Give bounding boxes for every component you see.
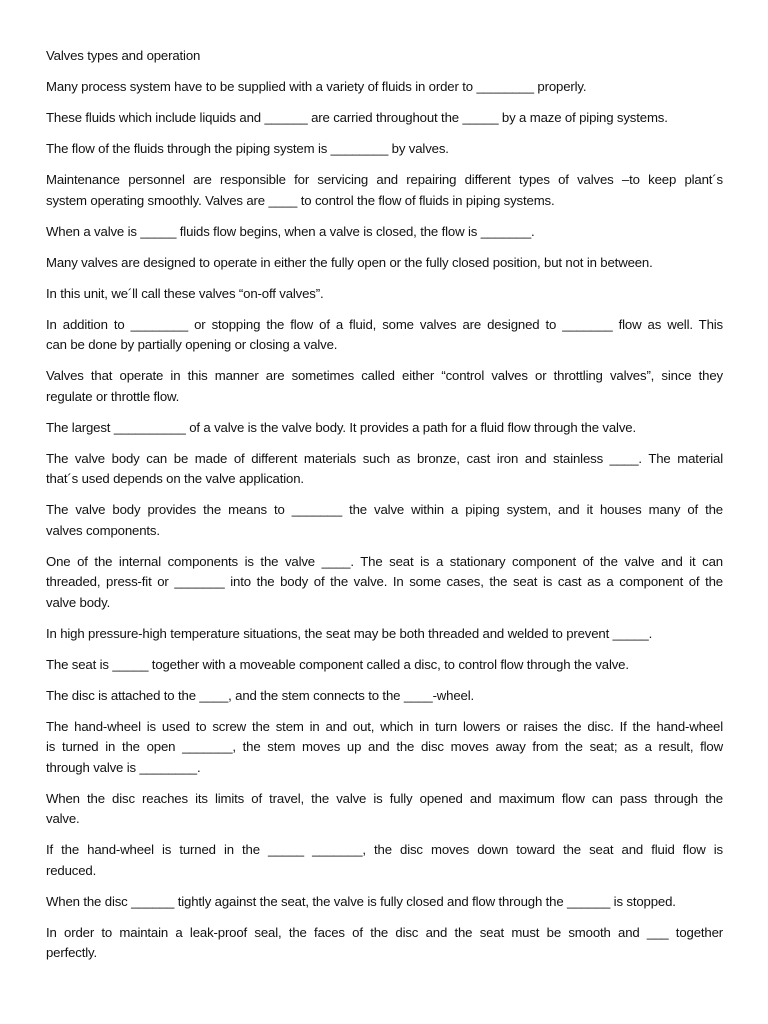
paragraph-line: In high pressure-high temperature situations, the seat may be both threaded and welded to prevent _____.: [46, 625, 653, 641]
paragraph: [46, 418, 723, 439]
paragraph: [46, 449, 723, 490]
paragraph-line: The flow of the fluids through the piping system is ________ by valves.: [46, 141, 449, 156]
paragraph-line: threaded, press-fit or _______ into the body of the valve. In some cases, the seat is cast as a component of the: [46, 574, 723, 589]
paragraph-line: is turned in the open _______, the stem moves up and the disc moves away from the seat; as a result, flow: [46, 739, 723, 754]
paragraph-line: The valve body provides the means to _______ the valve within a piping system, and it houses many of the: [46, 502, 723, 517]
paragraph: [46, 624, 723, 645]
paragraph: [46, 315, 723, 356]
paragraph: [46, 500, 723, 541]
paragraph-line: perfectly.: [46, 945, 98, 960]
paragraph-line: The seat is _____ together with a moveable component called a disc, to control flow through the valve.: [46, 656, 629, 672]
paragraph: [46, 108, 723, 129]
paragraph-line: The largest __________ of a valve is the valve body. It provides a path for a fluid flow through the valve.: [46, 419, 636, 435]
paragraph-line: Many valves are designed to operate in either the fully open or the fully closed position, but not in between.: [46, 254, 653, 270]
document-page: [46, 46, 723, 974]
paragraph-line: In this unit, we´ll call these valves “on-off valves”.: [46, 285, 324, 301]
paragraph-line: valve.: [46, 811, 80, 826]
paragraph: [46, 170, 723, 211]
document-title: [46, 46, 723, 67]
title-text: Valves types and operation: [46, 48, 201, 63]
paragraph-line: When a valve is _____ fluids flow begins, when a valve is closed, the flow is _______.: [46, 223, 535, 239]
paragraph: [46, 892, 723, 913]
paragraph-line: In addition to ________ or stopping the flow of a fluid, some valves are designed to _______ flow as well. This: [46, 316, 723, 332]
paragraph: [46, 366, 723, 407]
paragraph-line: Valves that operate in this manner are sometimes called either “control valves or throttling valves”, since they: [46, 368, 723, 383]
paragraph: [46, 284, 723, 305]
paragraph-line: When the disc reaches its limits of travel, the valve is fully opened and maximum flow can pass through the: [46, 790, 723, 806]
paragraph: [46, 840, 723, 881]
paragraph-line: can be done by partially opening or closing a valve.: [46, 337, 338, 352]
paragraph-line: If the hand-wheel is turned in the _____ _______, the disc moves down toward the seat and fluid flow is: [46, 842, 723, 857]
paragraph-line: system operating smoothly. Valves are ____ to control the flow of fluids in piping systems.: [46, 192, 555, 208]
paragraph: [46, 789, 723, 830]
paragraph: [46, 655, 723, 676]
paragraph-line: regulate or throttle flow.: [46, 388, 180, 404]
paragraph-line: These fluids which include liquids and ______ are carried throughout the _____ by a maze of piping systems.: [46, 110, 668, 125]
paragraph: [46, 139, 723, 160]
paragraph-line: that´s used depends on the valve application.: [46, 471, 304, 486]
paragraph: [46, 686, 723, 707]
paragraph-line: valve body.: [46, 594, 111, 610]
paragraph-line: valves components.: [46, 522, 160, 538]
paragraph: [46, 77, 723, 98]
paragraph-line: In order to maintain a leak-proof seal, the faces of the disc and the seat must be smooth and ___ together: [46, 924, 723, 940]
paragraph-line: The disc is attached to the ____, and the stem connects to the ____-wheel.: [46, 687, 475, 703]
paragraph: [46, 552, 723, 614]
paragraph-line: The valve body can be made of different materials such as bronze, cast iron and stainless ____. The material: [46, 450, 723, 466]
paragraph: [46, 923, 723, 964]
paragraph: [46, 253, 723, 274]
paragraph-line: through valve is ________.: [46, 759, 201, 775]
paragraph-line: reduced.: [46, 862, 97, 878]
paragraph-line: The hand-wheel is used to screw the stem in and out, which in turn lowers or raises the disc. If the hand-wheel: [46, 718, 723, 734]
paragraph: [46, 717, 723, 779]
paragraph-line: Many process system have to be supplied with a variety of fluids in order to ________ properly.: [46, 79, 587, 94]
paragraph-line: Maintenance personnel are responsible for servicing and repairing different types of valves –to keep plant´s: [46, 172, 723, 187]
paragraph-line: When the disc ______ tightly against the seat, the valve is fully closed and flow through the ______ is stopped.: [46, 893, 676, 909]
paragraph: [46, 222, 723, 243]
paragraph-list: [46, 77, 723, 964]
paragraph-line: One of the internal components is the valve ____. The seat is a stationary component of the valve and it can: [46, 553, 723, 569]
